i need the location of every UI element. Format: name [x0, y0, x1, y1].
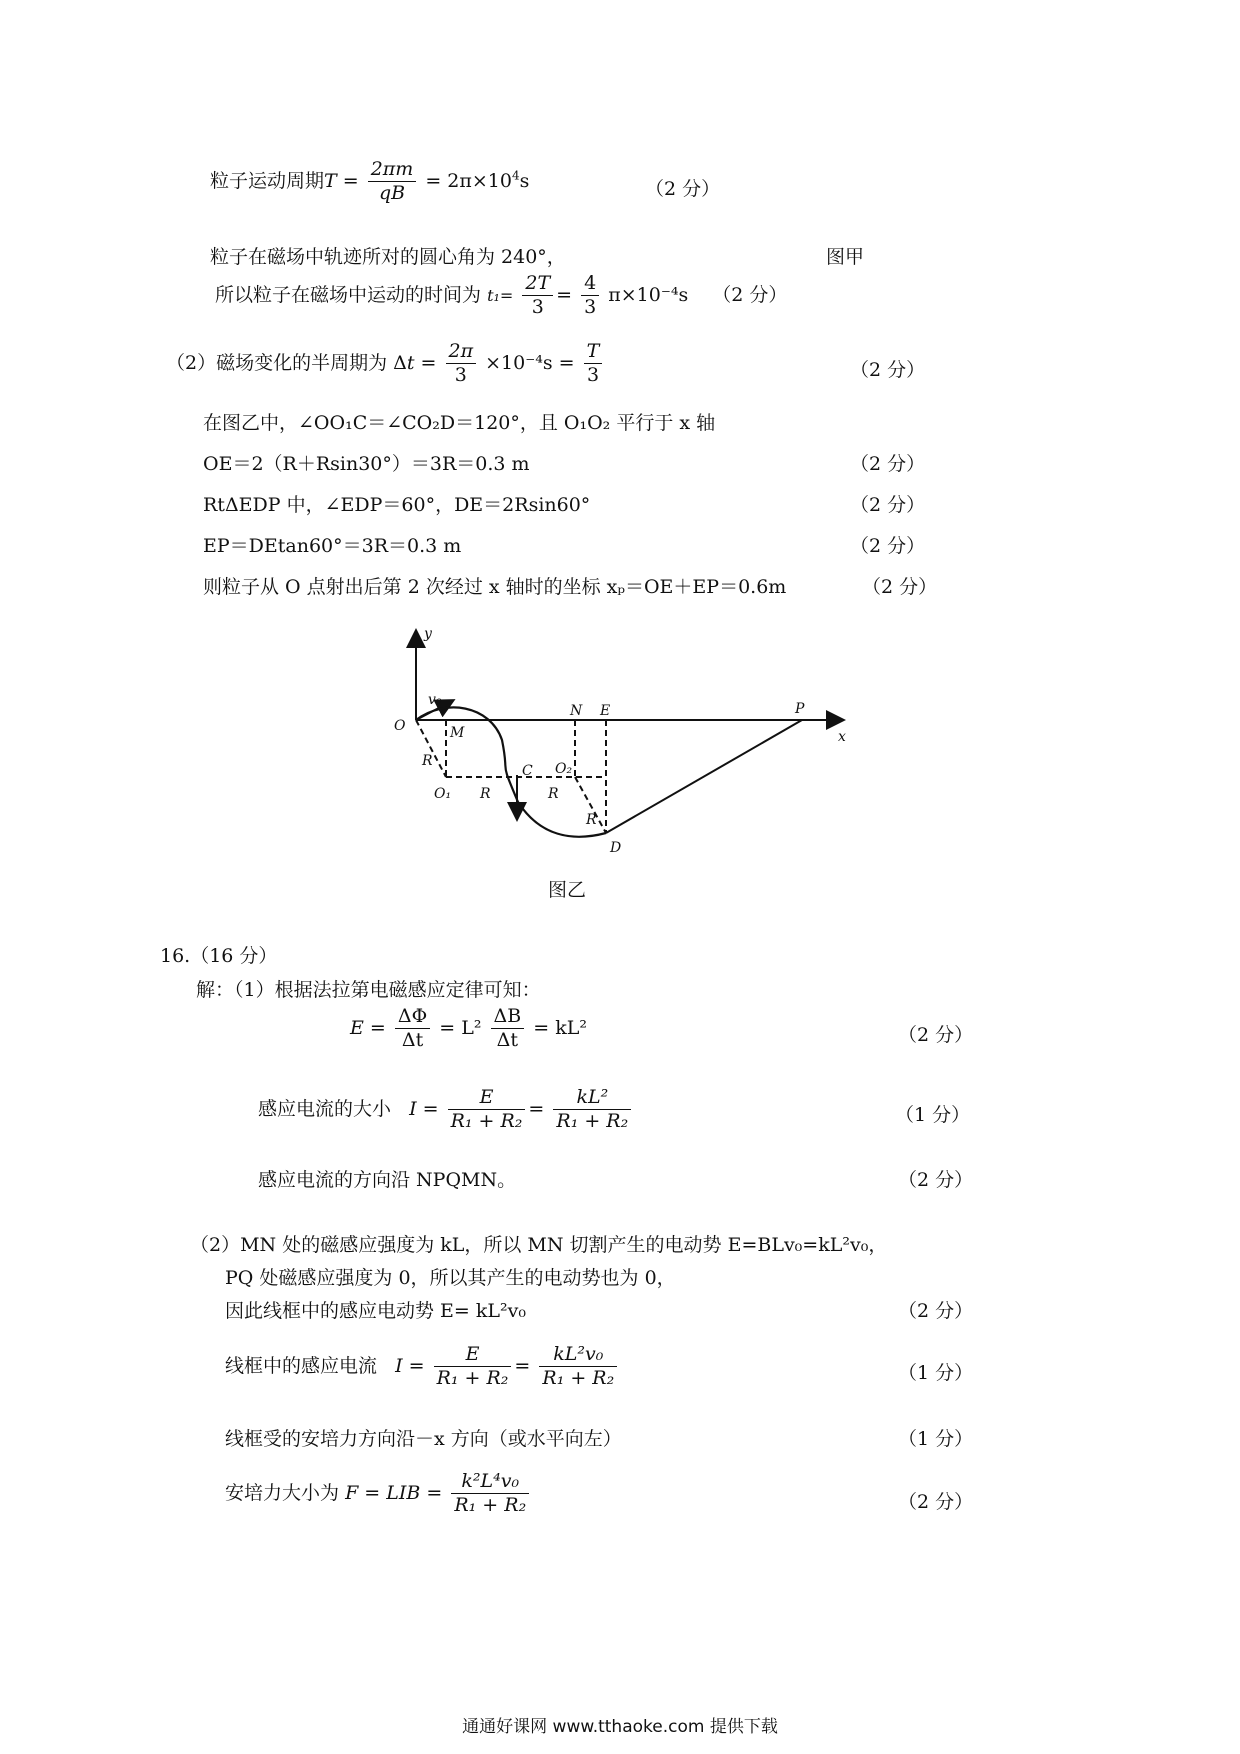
- force-formula: 安培力大小为 F = LIB = $\frac{\text{k²L⁴v₀}}{\text{R₁ + R₂}}$: [225, 1470, 532, 1518]
- q16-intro: 解：（1）根据法拉第电磁感应定律可知：: [196, 979, 541, 1001]
- force-direction-score: （1 分）: [898, 1428, 974, 1450]
- label-n: N: [570, 703, 583, 719]
- time-formula: 所以粒子在磁场中运动的时间为 t₁= $\frac{2T}{3}$ = $\frac{4}{3}$ π×10⁻⁴s （2 分）: [215, 272, 788, 318]
- coordinate-line: 则粒子从 O 点射出后第 2 次经过 x 轴时的坐标 xₚ＝OE＋EP＝0.6m: [203, 576, 787, 598]
- label-o2: O₂: [555, 761, 573, 777]
- trajectory-diagram: [390, 620, 860, 900]
- half-score: （2 分）: [850, 359, 926, 381]
- label-e: E: [600, 703, 611, 719]
- label-m: M: [450, 725, 465, 741]
- ep-line: EP＝DEtan60°＝3R＝0.3 m: [203, 535, 462, 557]
- part2-line3: 因此线框中的感应电动势 E= kL²v₀: [225, 1300, 526, 1322]
- label-v0: v₀: [428, 692, 442, 708]
- label-p: P: [795, 701, 805, 717]
- figure-jia-label: 图甲: [826, 246, 865, 268]
- label-r1: R: [422, 753, 433, 769]
- figure-angle-line: 在图乙中，∠OO₁C＝∠CO₂D＝120°，且 O₁O₂ 平行于 x 轴: [203, 412, 716, 434]
- period-prefix: 粒子运动周期: [210, 169, 325, 192]
- oe-line: OE＝2（R＋Rsin30°）＝3R＝0.3 m: [203, 453, 530, 475]
- label-d: D: [610, 840, 622, 856]
- current-formula: 感应电流的大小 I = $\frac{E}{\text{R₁ + R₂}}$ = $\frac{\text{kL²}}{\text{R₁ + R₂}}$: [258, 1086, 634, 1134]
- direction-score: （2 分）: [898, 1169, 974, 1191]
- trajectory-curve: [416, 707, 606, 836]
- label-r3: R: [548, 786, 559, 802]
- rt-score: （2 分）: [850, 494, 926, 516]
- label-o: O: [394, 718, 406, 734]
- part2-line2: PQ 处磁感应强度为 0，所以其产生的电动势也为 0，: [225, 1267, 676, 1289]
- figure-caption: 图乙: [548, 879, 587, 901]
- construction-lines: [416, 720, 606, 833]
- half-period-formula: （2）磁场变化的半周期为 Δt = $\frac{2\pi}{3}$ ×10⁻⁴s = $\frac{T}{3}$: [166, 340, 605, 388]
- force-score: （2 分）: [898, 1491, 974, 1513]
- footer: 通通好课网 www.tthaoke.com 提供下载: [462, 1717, 778, 1737]
- label-c: C: [522, 763, 533, 779]
- ep-score: （2 分）: [850, 535, 926, 557]
- frame-current-score: （1 分）: [898, 1362, 974, 1384]
- rt-line: RtΔEDP 中，∠EDP＝60°，DE＝2Rsin60°: [203, 494, 591, 516]
- direction-line: 感应电流的方向沿 NPQMN。: [258, 1169, 517, 1191]
- period-fraction: $\frac{2\pi m}{qB}$: [368, 158, 417, 206]
- label-o1: O₁: [434, 786, 452, 802]
- emf-formula: E = $\frac{\Delta\Phi}{\Delta t}$ = L² $\frac{\Delta B}{\Delta t}$ = kL²: [350, 1005, 587, 1051]
- period-score: （2 分）: [645, 178, 721, 200]
- angle-line: 粒子在磁场中轨迹所对的圆心角为 240°，: [210, 246, 566, 268]
- label-y: y: [424, 626, 432, 642]
- part2-line3-score: （2 分）: [898, 1300, 974, 1322]
- current-score: （1 分）: [895, 1104, 971, 1126]
- period-formula: 粒子运动周期T = $\frac{2\pi m}{qB}$ = $2\pi\times 10^4s$: [210, 158, 530, 204]
- dp-line: [606, 720, 802, 833]
- oe-score: （2 分）: [850, 453, 926, 475]
- part2-line1: （2）MN 处的磁感应强度为 kL，所以 MN 切割产生的电动势 E=BLv₀=kL²v₀，: [190, 1234, 888, 1256]
- coordinate-score: （2 分）: [862, 576, 938, 598]
- emf-score: （2 分）: [898, 1024, 974, 1046]
- frame-current-formula: 线框中的感应电流 I = $\frac{E}{\text{R₁ + R₂}}$ = $\frac{\text{kL²v₀}}{\text{R₁ + R₂}}$: [225, 1343, 620, 1391]
- label-r4: R: [586, 812, 597, 828]
- label-r2: R: [480, 786, 491, 802]
- label-x: x: [838, 729, 846, 745]
- q16-heading: 16.（16 分）: [160, 945, 278, 967]
- force-direction-line: 线框受的安培力方向沿－x 方向（或水平向左）: [225, 1428, 622, 1450]
